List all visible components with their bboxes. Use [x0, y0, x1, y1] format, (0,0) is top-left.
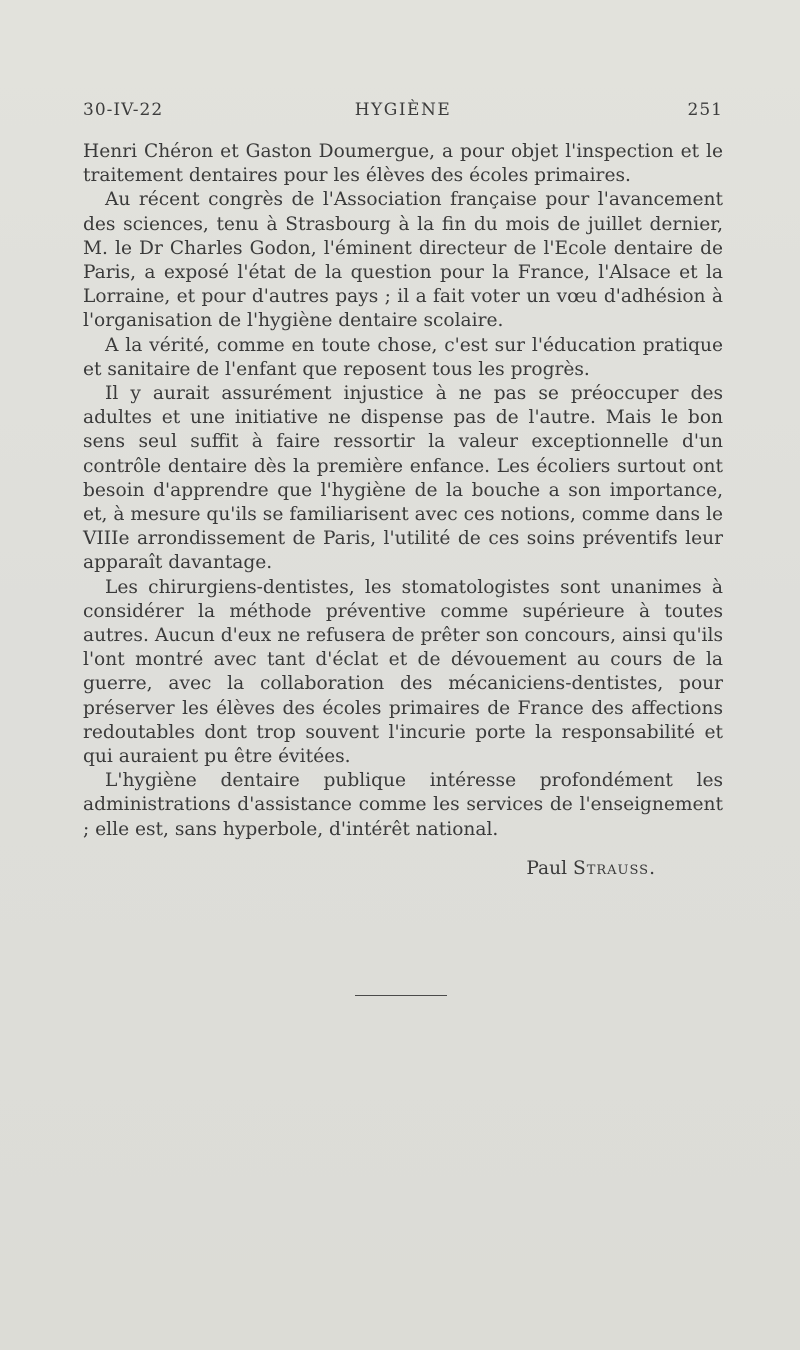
running-header [83, 100, 723, 130]
paragraph-5: Les chirurgiens-dentistes, les stomatologistes sont unanimes à considérer la méthode préventive comme supérieure à toutes autres. Aucun d'eux ne refusera de prêter son concours, ainsi qu'ils l'ont montré avec tant d'éclat et de dévouement au cours de la guerre, avec la collaboration des mécaniciens-dentistes, pour préserver les élèves des écoles primaires de France des affections redoutables dont trop souvent l'incurie porte la responsabilité et qui auraient pu être évitées. [83, 576, 723, 768]
header-title: HYGIÈNE [354, 100, 452, 120]
author-first-name: Paul [526, 858, 568, 879]
paragraph-2: Au récent congrès de l'Association française pour l'avancement des sciences, tenu à Strasbourg à la fin du mois de juillet dernier, M. le Dr Charles Godon, l'éminent directeur de l'Ecole dentaire de Paris, a exposé l'état de la question pour la France, l'Alsace et la Lorraine, et pour d'autres pays ; il a fait voter un vœu d'adhésion à l'organisation de l'hygiène dentaire scolaire. [83, 189, 723, 332]
paragraph-4: Il y aurait assurément injustice à ne pas se préoccuper des adultes et une initiative ne dispense pas de l'autre. Mais le bon sens seul suffit à faire ressortir la valeur exceptionnelle d'un contrôle dentaire dès la première enfance. Les écoliers surtout ont besoin d'apprendre que l'hygiène de la bouche a son importance, et, à mesure qu'ils se familiarisent avec ces notions, comme dans le VIIIe arrondissement de Paris, l'utilité de ces soins préventifs leur apparaît davantage. [83, 383, 723, 574]
header-date: 30-IV-22 [83, 100, 164, 120]
paragraph-6: L'hygiène dentaire publique intéresse profondément les administrations d'assistance comme les services de l'enseignement ; elle est, sans hyperbole, d'intérêt national. [83, 770, 723, 840]
paragraph-1: Henri Chéron et Gaston Doumergue, a pour objet l'inspection et le traitement dentaires pour les élèves des écoles primaires. [83, 141, 723, 187]
author-last-name: Strauss. [572, 858, 656, 879]
author-signature [83, 858, 656, 879]
end-rule [355, 995, 447, 996]
paragraph-3: A la vérité, comme en toute chose, c'est sur l'éducation pratique et sanitaire de l'enfant que reposent tous les progrès. [83, 334, 723, 380]
header-page-number: 251 [687, 100, 723, 120]
article-body [83, 140, 723, 842]
